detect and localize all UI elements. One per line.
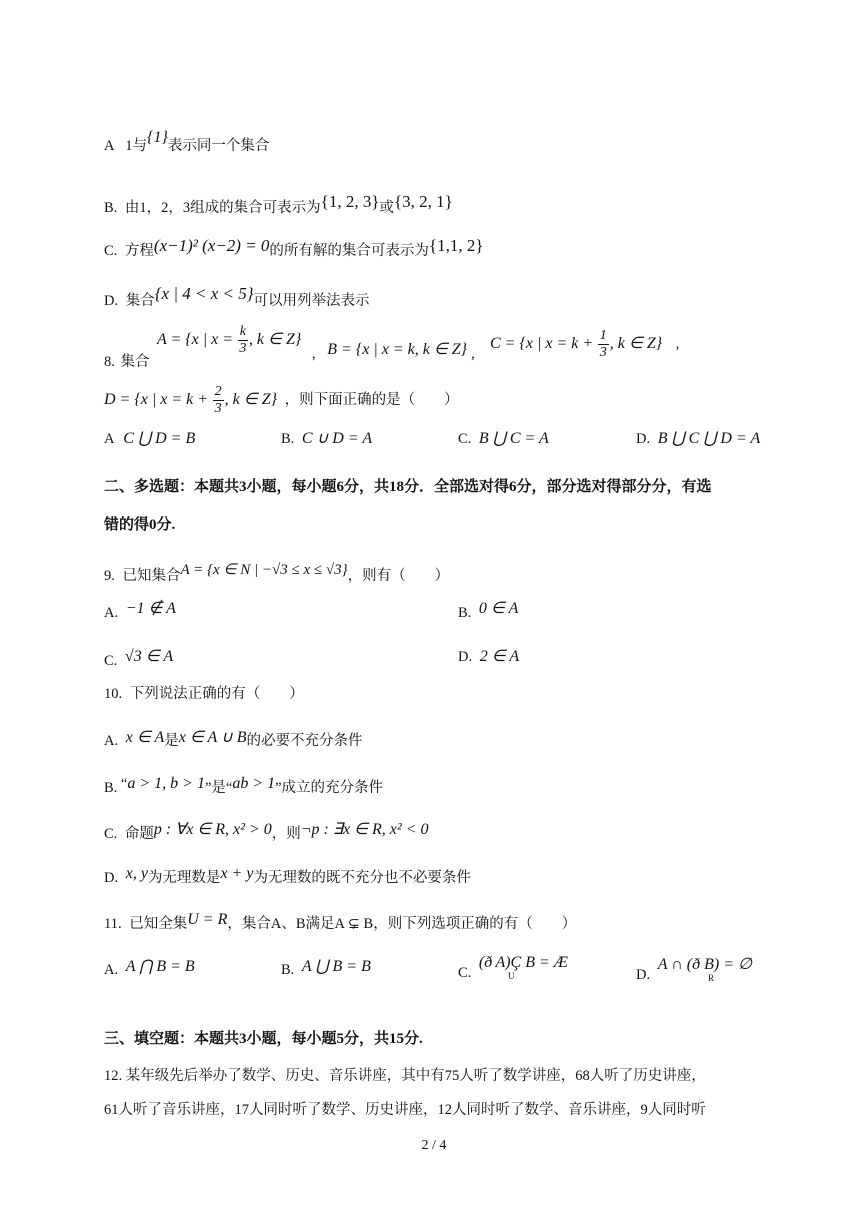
option-label: C. [458,965,472,981]
option-math: B ⋃ C = A [478,430,549,447]
option-math: C ⋃ D = B [123,430,196,447]
option-label: A. [104,962,119,978]
q11-option-d[interactable] [636,954,758,984]
fraction-numerator: 1 [599,328,607,344]
section-2-heading-cont: 错的得0分. [104,517,176,533]
q8-set-a [157,322,301,358]
q10-option-d[interactable] [104,864,471,888]
q8-option-d[interactable] [636,428,760,448]
option-label: B. [281,962,295,978]
option-label: D. [104,870,119,886]
option-text: 方程 [124,243,154,259]
option-label: B. [281,431,295,447]
q10-option-c[interactable] [104,820,428,844]
math-text: C = {x | x = k + [490,335,594,352]
question-stem: ，则下面正确的是（ ） [284,392,459,408]
question-stem: 已知全集 [129,916,188,932]
question-stem: 下列说法正确的有（ ） [129,686,304,702]
q8-option-a[interactable] [104,428,195,448]
q7-option-b [104,192,453,218]
option-text: 集合 [125,293,155,309]
option-label: D. [458,649,473,665]
q9-option-c[interactable] [104,646,173,670]
math-text: D = {x | x = k + [104,391,209,408]
option-label: D. [104,293,119,309]
option-text: 或 [379,200,394,216]
option-math: B ⋃ C ⋃ D = A [657,430,761,447]
option-text: ”是“ [204,780,233,796]
page-number: 2 / 4 [421,1138,447,1153]
question-stem: 集合 [120,354,150,370]
q8-number [104,352,150,372]
q12-line-1: 12. 某年级先后举办了数学、历史、音乐讲座，其中有75人听了数学讲座，68人听了历史讲座， [104,1068,706,1084]
q8-set-c: C = {x | x = k + $\frac{1}{3}$ , k ∈ Z} , [490,328,680,361]
question-number: 8. [104,354,115,370]
q11-stem [104,910,576,934]
section-2-heading: 二、多选题：本题共3小题，每小题6分，共18分．全部选对得6分，部分选对得部分分，有选 [104,479,712,495]
option-text: 为无理数的既不充分也不必要条件 [253,870,471,886]
fraction-denominator: 3 [239,341,247,357]
fraction [213,384,224,417]
option-label: B. [458,605,472,621]
q12-line-2: 61人听了音乐讲座，17人同时听了数学、历史讲座，12人同时听了数学、音乐讲座，9人同时听 [104,1102,706,1118]
option-text: “ [120,776,128,792]
option-math: p : ∀x ∈ R, x² > 0 [153,821,272,838]
option-text: 的必要不充分条件 [246,733,363,749]
q9-option-b[interactable] [458,598,518,622]
math-text: , k ∈ Z} [609,335,663,352]
option-math: x ∈ A ∪ B [178,729,247,746]
option-label: D. [636,431,651,447]
math-set: {1, 2, 3} [320,192,380,211]
option-text: 可以用列举法表示 [253,293,370,309]
option-math: √3 ∈ A [124,648,174,665]
option-label: A [104,431,114,447]
option-math: 0 ∈ A [478,600,519,617]
option-math: 2 ∈ A [479,648,520,665]
option-math: −1 ∉ A [125,600,176,617]
option-math: A ∩ (ð B) = ∅ [657,956,752,973]
option-label: B. [104,200,118,216]
option-label: C. [104,653,118,669]
fraction-numerator: k [239,324,246,340]
math-set: {1,1, 2} [428,236,484,255]
option-text: 命题 [124,826,154,842]
option-text: ，则 [271,826,301,842]
fraction-numerator: 2 [214,384,222,400]
q8-option-b[interactable] [281,428,372,448]
question-stem: ，集合A、B满足A ⊊ B，则下列选项正确的有（ ） [227,916,577,932]
math-set: {3, 2, 1} [394,192,453,211]
question-number: 10. [104,686,123,702]
q10-option-b[interactable] [104,774,383,798]
q10-option-a[interactable] [104,728,362,751]
q8-set-b: , B = {x | x = k, k ∈ Z} , [312,341,475,362]
option-label: A. [104,733,119,749]
question-number: 11. [104,916,122,932]
option-text: 的所有解的集合可表示为 [269,243,429,259]
q11-option-b[interactable] [281,956,371,979]
math-set: {1} [147,129,168,146]
math-set: A = {x ∈ N | −√3 ≤ x ≤ √3} [180,562,348,578]
q8-option-c[interactable] [458,428,549,448]
q11-option-c[interactable] [458,954,575,982]
option-math: x, y [125,865,148,882]
option-math: ab > 1 [232,775,276,792]
question-stem: 已知集合 [122,568,181,584]
question-number: 9. [104,568,115,584]
fraction-denominator: 3 [214,401,222,417]
fraction [238,324,248,357]
option-text: 表示同一个集合 [167,138,270,154]
option-label: D. [636,967,651,983]
option-text: 1与 [125,138,148,154]
option-text: 是 [164,733,179,749]
q8-set-d [104,382,459,418]
option-text: 为无理数是 [147,870,221,886]
option-label: C. [104,243,118,259]
q7-option-d [104,284,370,311]
fraction-denominator: 3 [599,345,607,361]
option-math: x ∈ A [125,729,165,746]
option-label: B. [104,780,118,796]
question-stem: ，则有（ ） [347,568,450,584]
option-label: C. [104,826,118,842]
option-math: x + y [220,865,254,882]
math-text: A = {x | x = [157,331,234,348]
option-math: (ð A)Ç B = Æ [478,954,569,971]
option-math: C ∪ D = A [301,430,373,447]
q7-option-a [104,128,269,156]
section-3-heading: 三、填空题：本题共3小题，每小题5分，共15分. [104,1031,423,1047]
option-math: a > 1, b > 1 [127,775,205,792]
option-label: A. [104,605,119,621]
math-set: {x | 4 < x < 5} [154,284,254,303]
fraction [598,328,609,361]
q9-stem [104,560,449,586]
q7-option-c [104,236,484,261]
q10-stem [104,684,304,704]
math-text: , k ∈ Z} [224,391,278,408]
option-text: ”成立的充分条件 [275,780,384,796]
subscript: R [707,972,714,983]
option-math: ¬p : ∃x ∈ R, x² < 0 [300,821,429,838]
option-label: C. [458,431,472,447]
q9-option-a[interactable] [104,598,176,622]
option-math: A ⋂ B = B [125,958,195,975]
option-label: A [104,138,114,154]
math-equation: (x−1)² (x−2) = 0 [153,236,270,255]
q9-option-d[interactable] [458,646,519,666]
subscript: U [508,970,515,981]
q11-option-a[interactable] [104,956,195,979]
math-text: U = R [187,911,228,928]
math-text: , k ∈ Z} [248,331,302,348]
math-text: B = {x | x = k, k ∈ Z} [327,341,468,358]
option-text: 由1，2，3组成的集合可表示为 [124,200,321,216]
option-math: A ⋃ B = B [301,958,371,975]
